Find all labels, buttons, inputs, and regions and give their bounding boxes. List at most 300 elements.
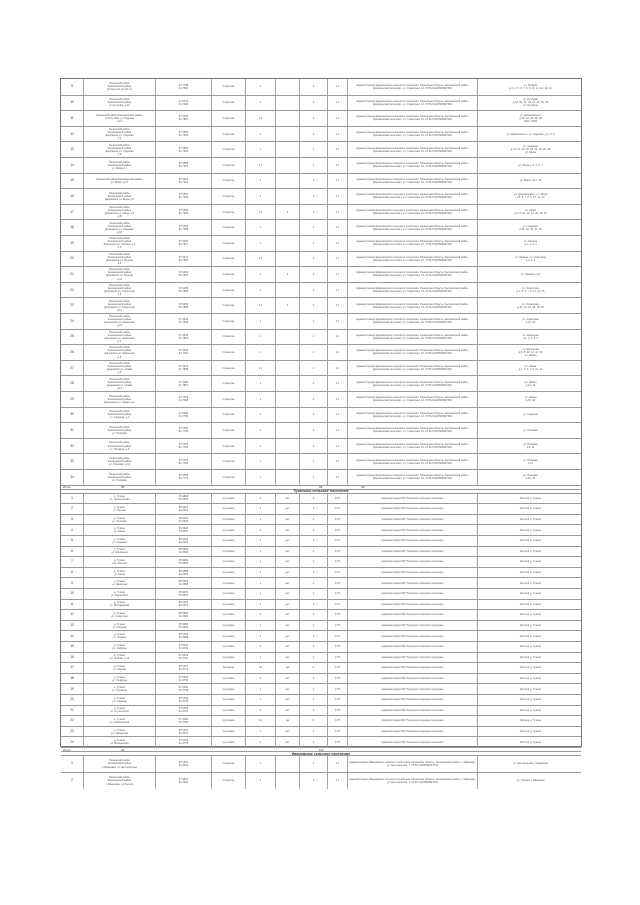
cell-n: 12 bbox=[70, 612, 74, 617]
cell-coords: 57.0027 61.6721 bbox=[155, 663, 211, 673]
cell-own: Администрация МО Тузинское сельское поселение bbox=[347, 589, 477, 599]
cell-src: Жители д. Тузино bbox=[477, 525, 583, 535]
cell-a: 1 bbox=[245, 674, 275, 684]
cell-vol: 0.75 bbox=[327, 504, 347, 514]
cell-src: ул. Мира д.6, 8, 10, 12, 14, 16, 18, 20 bbox=[477, 205, 583, 220]
cell-addr: д. Тузино ул. Лесная, д.12 bbox=[83, 653, 155, 663]
table-row bbox=[61, 514, 581, 525]
cell-c: 1 bbox=[299, 621, 327, 631]
cell-b bbox=[275, 220, 299, 235]
cell-a: 1.2 bbox=[245, 111, 275, 126]
cell-c: 1 bbox=[299, 494, 327, 504]
cell-coords: 57.6524 61.7821 bbox=[155, 174, 211, 189]
cell-c: 1 bbox=[299, 189, 327, 204]
cell-own: Администрация МО Тузинское сельское поселение bbox=[347, 727, 477, 737]
cell-t: Открытая bbox=[211, 361, 245, 376]
cell-b: 2 bbox=[275, 298, 299, 313]
cell-b: нет bbox=[275, 578, 299, 588]
cell-a: 1 bbox=[245, 589, 275, 599]
cell-vol: 0.75 bbox=[327, 695, 347, 705]
total-count: 24 bbox=[121, 747, 125, 752]
cell-b bbox=[275, 111, 299, 126]
cell-n: 10 bbox=[70, 591, 74, 596]
cell-t: Открытая bbox=[211, 252, 245, 267]
cell-addr: д. Тузино ул. Луговая bbox=[83, 631, 155, 641]
cell-t: Открытая bbox=[211, 142, 245, 157]
cell-addr: д. Тузино ул. Пушкина bbox=[83, 684, 155, 694]
cell-n: 5 bbox=[71, 538, 73, 543]
cell-coords: 56.9901 61.6591 bbox=[155, 504, 211, 514]
cell-t: Открытая bbox=[211, 189, 245, 204]
cell-own: Администрация МО Тузинское сельское поселение bbox=[347, 578, 477, 588]
cell-own: Администрация Дзержинского сельского поселения, Ренинская область, Калининский район, Дзержинский сельсовет, ул. Советская, 10, ОГРН 1026500627281 bbox=[347, 423, 477, 438]
table-row bbox=[61, 609, 581, 620]
cell-coords: 57.0063 61.6760 bbox=[155, 716, 211, 726]
cell-src: Жители д. Тузино bbox=[477, 737, 583, 747]
table-row bbox=[61, 736, 581, 747]
cell-src: Жители д. Тузино bbox=[477, 589, 583, 599]
cell-addr: Ренинский район Калининский район Дзержинск ул. Школьная д.8 bbox=[83, 345, 155, 360]
cell-own: Администрация Ивановского сельского поселения, Ренинская область, Калининский район, с. Ивановка, ул. Центральная, 1, ОГРН 1026500627291 bbox=[347, 773, 477, 789]
cell-a: 1 bbox=[245, 267, 275, 282]
cell-addr: д. Тузино ул. Молодёжная bbox=[83, 600, 155, 610]
cell-src: Жители д. Тузино bbox=[477, 695, 583, 705]
cell-vol: 0.75 bbox=[327, 684, 347, 694]
cell-n: 10 bbox=[70, 100, 74, 105]
cell-t: Открытая bbox=[211, 111, 245, 126]
cell-coords: 57.6372 61.7780 bbox=[155, 454, 211, 469]
cell-t: грунтовое bbox=[211, 716, 245, 726]
cell-a: 1 bbox=[245, 79, 275, 95]
cell-coords: 57.6366 61.7776 bbox=[155, 470, 211, 485]
cell-t: грунтовое bbox=[211, 684, 245, 694]
cell-coords: 57.6503 61.7869 bbox=[155, 220, 211, 235]
cell-coords: 56.9966 61.6658 bbox=[155, 578, 211, 588]
cell-addr: Ренинский район Калининский район Дзержинск ул. Мира, д.6 д.8 bbox=[83, 205, 155, 220]
cell-c: 2 bbox=[299, 525, 327, 535]
cell-t: Открытая bbox=[211, 79, 245, 95]
cell-src: ул. Новая д.15, 16 bbox=[477, 392, 583, 407]
cell-addr: Ренинский район Калининский район Дзержинск ул. Новая д.3 bbox=[83, 361, 155, 376]
cell-own: Администрация Дзержинского сельского поселения, Ренинская область, Калининский район, Дзержинский сельсовет, ул. Советская, 10, ОГРН 1026500627281 bbox=[347, 454, 477, 469]
cell-vol: 1.1 bbox=[327, 189, 347, 204]
cell-src: ул. Садовая д.12, 14, 16, 18, 20, 22, 24, 26, 28 ул. Мира bbox=[477, 142, 583, 157]
cell-t: Открытая bbox=[211, 96, 245, 111]
cell-t: Открытая bbox=[211, 298, 245, 313]
cell-c: 1 bbox=[299, 408, 327, 423]
table-row bbox=[61, 173, 581, 189]
cell-a: 1 bbox=[245, 695, 275, 705]
cell-n: 19 bbox=[70, 240, 74, 245]
cell-c: 1 bbox=[299, 642, 327, 652]
table-row bbox=[61, 694, 581, 705]
cell-addr: д. Тузино ул. Заводская bbox=[83, 727, 155, 737]
cell-a: 1 bbox=[245, 189, 275, 204]
cell-c: 1 bbox=[299, 589, 327, 599]
cell-t: Открытая bbox=[211, 236, 245, 251]
cell-n: 8 bbox=[71, 570, 73, 575]
cell-coords: 57.6435 61.7804 bbox=[155, 330, 211, 345]
cell-src: ул. Центральная, с.Ивановка bbox=[477, 756, 583, 772]
cell-c: 1 bbox=[299, 330, 327, 345]
cell-src: Жители д. Тузино bbox=[477, 706, 583, 716]
cell-b: 2 bbox=[275, 205, 299, 220]
cell-coords: 57.6468 61.7892 bbox=[155, 283, 211, 298]
cell-src: ул. Дзержинского д.40, 42, 44, 46, 48 2019, 2020 bbox=[477, 111, 583, 126]
cell-c: 1 bbox=[299, 142, 327, 157]
cell-t: грунтовое bbox=[211, 621, 245, 631]
cell-b: да bbox=[275, 663, 299, 673]
cell-own: Администрация Дзержинского сельского поселения, Ренинская область, Калининский район, Дзержинский сельсовет, ул. Советская, 10, ОГРН 1026500627281 bbox=[347, 174, 477, 189]
cell-vol: 0.75 bbox=[327, 547, 347, 557]
cell-a: 1.2 bbox=[245, 361, 275, 376]
cell-t: Открытая bbox=[211, 330, 245, 345]
cell-coords: 57.6000 61.7867 bbox=[155, 111, 211, 126]
total-sum: 39 bbox=[319, 485, 323, 490]
cell-n: 34 bbox=[70, 474, 74, 479]
cell-own: Администрация Дзержинского сельского поселения, Ренинская область, Калининский район, Дзержинский сельсовет, ул. Советская, 10, ОГРН 1026500627281 bbox=[347, 158, 477, 173]
cell-a: 1 bbox=[245, 345, 275, 360]
cell-b bbox=[275, 96, 299, 111]
cell-n: 18 bbox=[70, 676, 74, 681]
cell-coords: 56.9920 61.6611 bbox=[155, 525, 211, 535]
cell-b bbox=[275, 174, 299, 189]
cell-own: Администрация Дзержинского сельского поселения, Ренинская область, Калининский район, Дзержинский сельсовет, ул. Советская, 10, ОГРН 1026500627281 bbox=[347, 298, 477, 313]
cell-vol: 1.1 bbox=[327, 423, 347, 438]
cell-t: грунтовое bbox=[211, 504, 245, 514]
cell-c: 1 bbox=[299, 515, 327, 525]
cell-vol: 1.1 bbox=[327, 314, 347, 329]
table-row bbox=[61, 313, 581, 329]
cell-a: 1 bbox=[245, 642, 275, 652]
cell-coords: 57.5820 61.7822 bbox=[155, 142, 211, 157]
cell-n: 4 bbox=[71, 527, 73, 532]
cell-b bbox=[275, 345, 299, 360]
cell-addr: Ренинский район Калининский район Дзержинск ул. Садовая д.1 bbox=[83, 127, 155, 142]
cell-src: ул. Дзержинского, ул. Мира д.5, 6, 7, 8, 9, 10, 11, 12 bbox=[477, 189, 583, 204]
cell-a: 1 bbox=[245, 684, 275, 694]
cell-n: 17 bbox=[70, 209, 74, 214]
cell-coords: 57.6384 61.7790 bbox=[155, 423, 211, 438]
cell-own: Администрация МО Тузинское сельское поселение bbox=[347, 536, 477, 546]
cell-own: Администрация МО Тузинское сельское поселение bbox=[347, 515, 477, 525]
cell-a: 1 bbox=[245, 330, 275, 345]
table-row bbox=[61, 546, 581, 557]
cell-own: Администрация Дзержинского сельского поселения, Ренинская область, Калининский район, Дзержинский сельсовет, ул. Советская, 10, ОГРН 1026500627281 bbox=[347, 392, 477, 407]
cell-t: грунтовое bbox=[211, 568, 245, 578]
cell-vol: 1.1 bbox=[327, 79, 347, 95]
cell-c: 1 bbox=[299, 756, 327, 772]
cell-b: нет bbox=[275, 727, 299, 737]
cell-t: грунтовое bbox=[211, 600, 245, 610]
cell-addr: Ренинский район Калининский район ул. Мира д.1 bbox=[83, 158, 155, 173]
cell-own: Администрация Дзержинского сельского поселения, Ренинская область, Калининский район, Дзержинский сельсовет, ул. Советская, 10, ОГРН 1026500627281 bbox=[347, 408, 477, 423]
cell-t: грунтовое bbox=[211, 589, 245, 599]
cell-a: 1 bbox=[245, 142, 275, 157]
cell-src: ул. Ленина, ул. Советская д.4, 6, 8 bbox=[477, 252, 583, 267]
cell-n: 6 bbox=[71, 548, 73, 553]
cell-t: грунтовое bbox=[211, 557, 245, 567]
cell-vol: 0.75 bbox=[327, 674, 347, 684]
cell-addr: д. Тузино ул. Береговая bbox=[83, 589, 155, 599]
cell-b: нет bbox=[275, 674, 299, 684]
cell-c: 1 bbox=[299, 423, 327, 438]
cell-coords: 57.6379 61.7785 bbox=[155, 439, 211, 454]
cell-t: грунтовое bbox=[211, 737, 245, 747]
cell-a: 1 bbox=[245, 439, 275, 454]
cell-n: 9 bbox=[71, 580, 73, 585]
cell-vol: 0.75 bbox=[327, 621, 347, 631]
cell-own: Администрация МО Тузинское сельское поселение bbox=[347, 547, 477, 557]
cell-src: ул. Кутузова д.18, 20, 22, 24, 26, 28, 30, 32 ул. Пушкина bbox=[477, 96, 583, 111]
cell-b: нет bbox=[275, 610, 299, 620]
cell-a: 1 bbox=[245, 568, 275, 578]
cell-vol: 1.1 bbox=[327, 174, 347, 189]
cell-b: нет bbox=[275, 631, 299, 641]
cell-vol: 1.1 bbox=[327, 111, 347, 126]
cell-vol: 0.75 bbox=[327, 589, 347, 599]
table-row bbox=[61, 630, 581, 641]
cell-n: 1 bbox=[71, 761, 73, 766]
table-row bbox=[61, 297, 581, 313]
cell-own: Администрация МО Тузинское сельское поселение bbox=[347, 621, 477, 631]
cell-t: Открытая bbox=[211, 267, 245, 282]
cell-c: 1 bbox=[299, 252, 327, 267]
cell-c: 1 bbox=[299, 727, 327, 737]
cell-addr: д. Тузино ул. Вокзальная bbox=[83, 737, 155, 747]
total-label: Итого bbox=[63, 747, 71, 752]
cell-a: 1 bbox=[245, 600, 275, 610]
table-row bbox=[61, 344, 581, 360]
cell-b bbox=[275, 756, 299, 772]
cell-addr: д. Тузино ул. Набережная bbox=[83, 716, 155, 726]
cell-c: 1 bbox=[299, 220, 327, 235]
cell-b bbox=[275, 408, 299, 423]
cell-n: 1 bbox=[71, 495, 73, 500]
cell-n: 21 bbox=[70, 707, 74, 712]
cell-own: Администрация МО Тузинское сельское поселение bbox=[347, 568, 477, 578]
cell-coords: 57.6412 61.7808 bbox=[155, 361, 211, 376]
cell-own: Администрация МО Тузинское сельское поселение bbox=[347, 695, 477, 705]
table-row bbox=[61, 705, 581, 716]
cell-n: 15 bbox=[70, 178, 74, 183]
cell-n: 17 bbox=[70, 665, 74, 670]
cell-c: 1 bbox=[299, 361, 327, 376]
cell-own: Администрация МО Тузинское сельское поселение bbox=[347, 525, 477, 535]
cell-src: Жители д. Тузино bbox=[477, 515, 583, 525]
cell-vol: 1.1 bbox=[327, 454, 347, 469]
cell-own: Администрация МО Тузинское сельское поселение bbox=[347, 653, 477, 663]
cell-c: 1 bbox=[299, 392, 327, 407]
cell-own: Администрация Дзержинского сельского поселения, Ренинская область, Калининский район, Дзержинский сельсовет, ул. Советская, 10, ОГРН 1026500627281 bbox=[347, 96, 477, 111]
cell-b bbox=[275, 361, 299, 376]
cell-src: ул. Советская д.10, 12, 14, 16, 18, 20 bbox=[477, 298, 583, 313]
cell-src: Жители д. Тузино bbox=[477, 504, 583, 514]
cell-addr: Ренинский район Калининский район Дзержинск ул. Советская д.5 bbox=[83, 283, 155, 298]
cell-src: ул. Мира, д.1, 3, 5, 7 bbox=[477, 158, 583, 173]
cell-c: 1 bbox=[299, 504, 327, 514]
cell-t: грунтовое bbox=[211, 631, 245, 641]
cell-vol: 1.1 bbox=[327, 470, 347, 485]
table-row bbox=[61, 524, 581, 535]
cell-n: 11 bbox=[70, 601, 74, 606]
cell-coords: 56.9974 61.6667 bbox=[155, 589, 211, 599]
cell-a: 1 bbox=[245, 376, 275, 391]
cell-src: ул. Мира, д.17, 19 bbox=[477, 174, 583, 189]
cell-b: нет bbox=[275, 621, 299, 631]
cell-a: 1 bbox=[245, 236, 275, 251]
cell-c: 1 bbox=[299, 470, 327, 485]
cell-vol: 0.75 bbox=[327, 536, 347, 546]
cell-c: 4 bbox=[299, 663, 327, 673]
cell-n: 16 bbox=[70, 193, 74, 198]
cell-vol: 1.1 bbox=[327, 773, 347, 789]
cell-c: 1 bbox=[299, 345, 327, 360]
table-row bbox=[61, 251, 581, 267]
cell-addr: д. Тузино ул. Центральная bbox=[83, 494, 155, 504]
cell-a: 1 bbox=[245, 494, 275, 504]
table-row bbox=[61, 652, 581, 663]
cell-src: Жители д. Тузино bbox=[477, 663, 583, 673]
cell-vol: 0.75 bbox=[327, 737, 347, 747]
cell-n: 28 bbox=[70, 381, 74, 386]
cell-addr: Ренинский район Калининский район Дзержинск ул. Советская д.21 bbox=[83, 314, 155, 329]
cell-own: Администрация МО Тузинское сельское поселение bbox=[347, 557, 477, 567]
cell-c: 1 bbox=[299, 376, 327, 391]
cell-own: Администрация МО Тузинское сельское поселение bbox=[347, 737, 477, 747]
table-row bbox=[61, 715, 581, 726]
cell-b bbox=[275, 423, 299, 438]
table-row bbox=[61, 266, 581, 282]
cell-own: Администрация Ивановского сельского поселения, Ренинская область, Калининский район, с. Ивановка, ул. Центральная, 1, ОГРН 1026500627291 bbox=[347, 756, 477, 772]
cell-t: Открытая bbox=[211, 174, 245, 189]
cell-b: 2 bbox=[275, 267, 299, 282]
section-title: Тузинское сельское поселение bbox=[61, 489, 581, 493]
cell-src: Жители д. Тузино bbox=[477, 727, 583, 737]
cell-b: нет bbox=[275, 515, 299, 525]
cell-t: Открытая bbox=[211, 205, 245, 220]
cell-t: Открытая bbox=[211, 314, 245, 329]
cell-b: нет bbox=[275, 706, 299, 716]
cell-a: 1 bbox=[245, 127, 275, 142]
cell-n: 22 bbox=[70, 287, 74, 292]
total-sum: 112 bbox=[319, 747, 324, 752]
cell-vol: 1.1 bbox=[327, 756, 347, 772]
cell-n: 33 bbox=[70, 459, 74, 464]
cell-addr: д. Тузино ул. Лесная bbox=[83, 504, 155, 514]
cell-vol: 0.75 bbox=[327, 525, 347, 535]
cell-t: Открытая bbox=[211, 158, 245, 173]
cell-a: 1 bbox=[245, 706, 275, 716]
cell-c: 2 bbox=[299, 610, 327, 620]
table-row bbox=[61, 493, 581, 504]
cell-c: 2 bbox=[299, 298, 327, 313]
cell-src: ул. Полевая д.14, 16 bbox=[477, 470, 583, 485]
cell-coords: 57.6390 61.7795 bbox=[155, 408, 211, 423]
cell-vol: 0.75 bbox=[327, 706, 347, 716]
cell-own: Администрация МО Тузинское сельское поселение bbox=[347, 716, 477, 726]
cell-src: Жители д. Тузино bbox=[477, 674, 583, 684]
cell-addr: Ренинский район (Калининский район) ул.Кутузова, ул.Садовая д.16 bbox=[83, 111, 155, 126]
cell-b: нет bbox=[275, 547, 299, 557]
cell-src: Жители д. Тузино bbox=[477, 557, 583, 567]
cell-coords: 57.5835 61.7810 bbox=[155, 127, 211, 142]
cell-vol: 0.75 bbox=[327, 568, 347, 578]
cell-a: 1 bbox=[245, 631, 275, 641]
cell-n: 31 bbox=[70, 427, 74, 432]
cell-coords: 57.6480 61.7926 bbox=[155, 205, 211, 220]
cell-coords: 57.0019 61.6714 bbox=[155, 653, 211, 663]
cell-own: Администрация Дзержинского сельского поселения, Ренинская область, Калининский район, Дзержинский сельсовет, ул. Советская, 10, ОГРН 1026500627281 bbox=[347, 205, 477, 220]
cell-t: грунтовое bbox=[211, 547, 245, 557]
cell-c: 1 bbox=[299, 439, 327, 454]
cell-n: 27 bbox=[70, 365, 74, 370]
cell-a: 1 bbox=[245, 515, 275, 525]
cell-addr: Ренинский район Калининский район ул.Кутузова, д.16 bbox=[83, 96, 155, 111]
table-row bbox=[61, 755, 581, 772]
cell-t: Открытая bbox=[211, 376, 245, 391]
cell-b bbox=[275, 158, 299, 173]
cell-addr: Ренинский район Калининский район (Улица №1 ул.№1-1) bbox=[83, 79, 155, 95]
cell-addr: Ренинский район Калининский район Дзержинск ул. Садовая д.3 bbox=[83, 142, 155, 157]
cell-src: Жители д. Тузино bbox=[477, 684, 583, 694]
cell-a: 1 bbox=[245, 547, 275, 557]
cell-src: ул. Школьная д.6, 8, 10, 12, 14, 16 ул. Новая bbox=[477, 345, 583, 360]
cell-src: Жители д. Тузино bbox=[477, 547, 583, 557]
cell-n: 13 bbox=[70, 147, 74, 152]
cell-c: 1 bbox=[299, 454, 327, 469]
cell-own: Администрация МО Тузинское сельское поселение bbox=[347, 663, 477, 673]
table-row bbox=[61, 329, 581, 345]
cell-b bbox=[275, 127, 299, 142]
table-row bbox=[61, 219, 581, 235]
cell-coords: 57.6453 61.7846 bbox=[155, 298, 211, 313]
cell-coords: 57.0003 61.6698 bbox=[155, 631, 211, 641]
cell-a: 1 bbox=[245, 525, 275, 535]
cell-own: Администрация МО Тузинское сельское поселение bbox=[347, 674, 477, 684]
cell-own: Администрация Дзержинского сельского поселения, Ренинская область, Калининский район, Дзержинский сельсовет, ул. Советская, 10, ОГРН 1026500627281 bbox=[347, 111, 477, 126]
cell-n: 14 bbox=[70, 633, 74, 638]
cell-addr: д. Тузино пер. Речной bbox=[83, 557, 155, 567]
cell-addr: д. Тузино ул. Садовая bbox=[83, 536, 155, 546]
cell-n: 21 bbox=[70, 271, 74, 276]
cell-addr: д. Тузино ул. Новая bbox=[83, 525, 155, 535]
cell-c: 1 bbox=[299, 127, 327, 142]
cell-c: 1 bbox=[299, 568, 327, 578]
cell-src: Жители д. Тузино bbox=[477, 653, 583, 663]
cell-a: 1 bbox=[245, 174, 275, 189]
cell-c: 1 bbox=[299, 96, 327, 111]
cell-own: Администрация Дзержинского сельского поселения, Ренинская область, Калининский район, Дзержинский сельсовет, ул. Советская, 10, ОГРН 1026500627281 bbox=[347, 220, 477, 235]
cell-n: 11 bbox=[70, 115, 74, 120]
cell-vol: 1.1 bbox=[327, 408, 347, 423]
cell-addr: д. Тузино ул. Школьная bbox=[83, 547, 155, 557]
table-row bbox=[61, 453, 581, 469]
table-row bbox=[61, 567, 581, 578]
cell-addr: Ренинский район Калининский район Дзержинск ул. Ленина, д.1 д.2 bbox=[83, 236, 155, 251]
cell-n: 2 bbox=[71, 778, 73, 783]
cell-b bbox=[275, 142, 299, 157]
cell-a: 1 bbox=[245, 408, 275, 423]
cell-vol: 1.1 bbox=[327, 298, 347, 313]
cell-vol: 0.75 bbox=[327, 557, 347, 567]
cell-vol: 0.75 bbox=[327, 727, 347, 737]
cell-own: Администрация Дзержинского сельского поселения, Ренинская область, Калининский район, Дзержинский сельсовет, ул. Советская, 10, ОГРН 1026500627281 bbox=[347, 283, 477, 298]
table-row bbox=[61, 673, 581, 684]
cell-coords: 57.6471 61.7845 bbox=[155, 252, 211, 267]
cell-a: 1 bbox=[245, 220, 275, 235]
cell-t: грунтовое bbox=[211, 494, 245, 504]
